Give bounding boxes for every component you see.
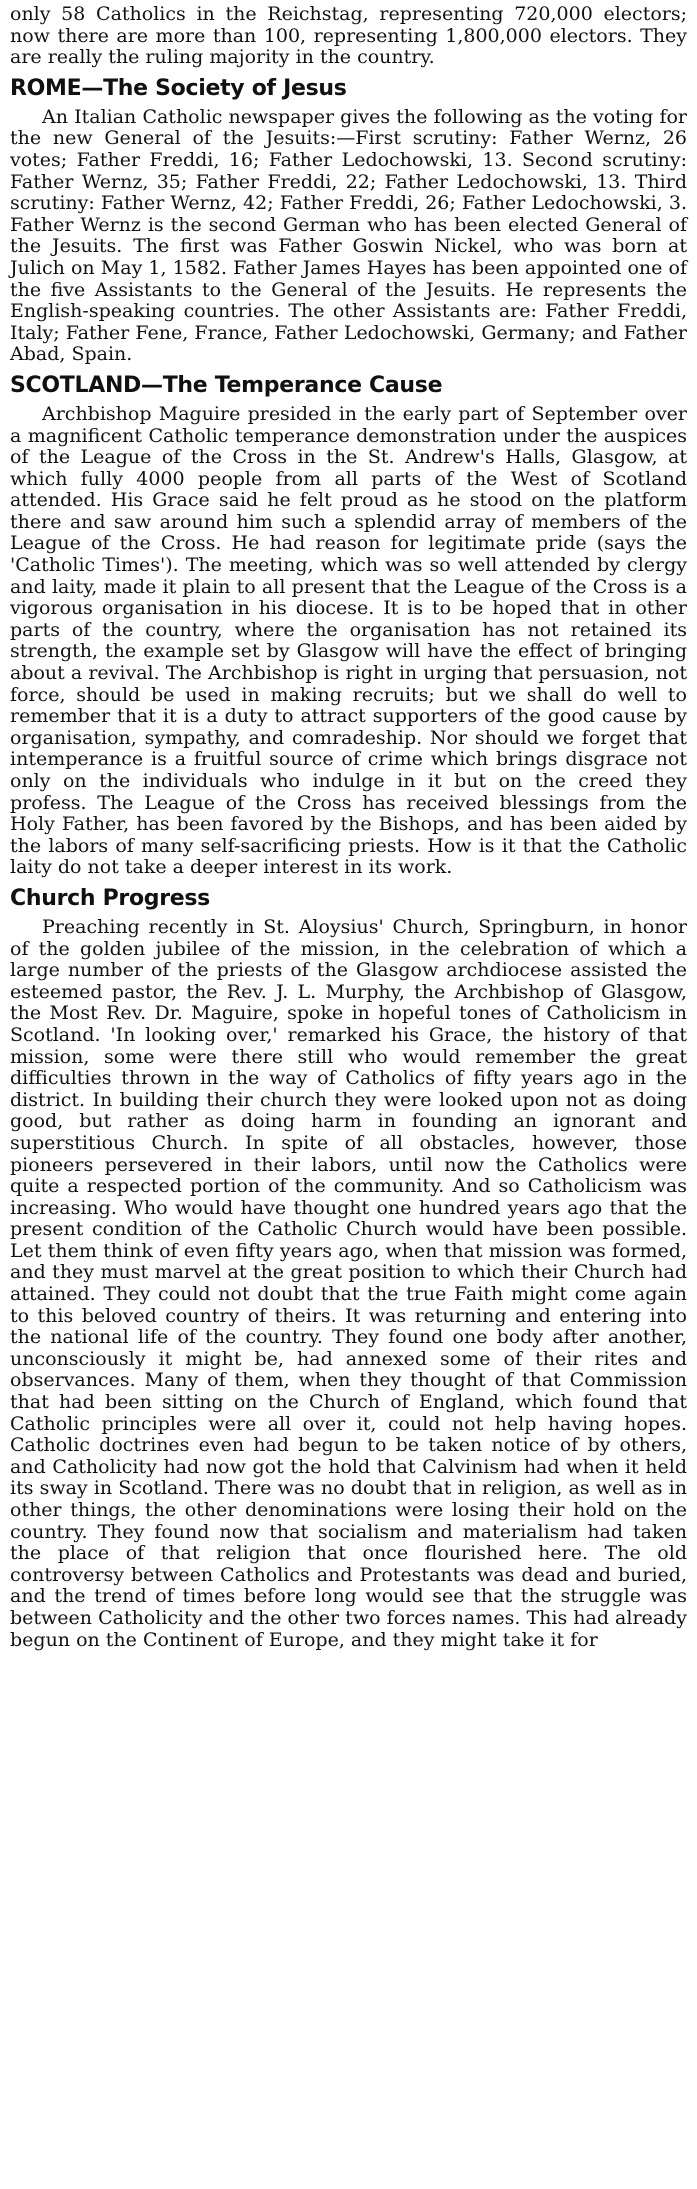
section-rome [10,76,687,366]
section-heading: ROME—The Society of Jesus [10,75,347,101]
section-body: Archbishop Maguire presided in the early part of September over a magnificent Catholic temperance demonstration under the auspices of the League of the Cross in the St. Andrew's Halls, Glasgow, at which fully 4000 people from all parts of the West of Scotland attended. His Grace said he felt proud as he stood on the platform there and saw around him such a splendid array of members of the League of the Cross. He had reason for legitimate pride (says the 'Catholic Times'). The meeting, which was so well attended by clergy and laity, made it plain to all present that the League of the Cross is a vigorous organisation in his diocese. It is to be hoped that in other parts of the country, where the organisation has not retained its strength, the example set by Glasgow will have the effect of bringing about a revival. The Archbishop is right in urging that persuasion, not force, should be used in making recruits; but we shall do well to remember that it is a duty to attract supporters of the good cause by organisation, sympathy, and comradeship. Nor should we forget that intemperance is a fruitful source of crime which brings disgrace not only on the individuals who indulge in it but on the creed they profess. The League of the Cross has received blessings from the Holy Father, has been favored by the Bishops, and has been aided by the labors of many self-sacrificing priests. How is it that the Catholic laity do not take a deeper interest in its work. [10,402,687,879]
section-body: Preaching recently in St. Aloysius' Church, Springburn, in honor of the golden jubilee of the mission, in the celebration of which a large number of the priests of the Glasgow archdiocese assisted the esteemed pastor, the Rev. J. L. Murphy, the Archbishop of Glasgow, the Most Rev. Dr. Maguire, spoke in hopeful tones of Catholicism in Scotland. 'In looking over,' remarked his Grace, the history of that mission, some were there still who would remember the great difficulties thrown in the way of Catholics of fifty years ago in the district. In building their church they were looked upon not as doing good, but rather as doing harm in founding an ignorant and superstitious Church. In spite of all obstacles, however, those pioneers persevered in their labors, until now the Catholics were quite a respected portion of the community. And so Catholicism was increasing. Who would have thought one hundred years ago that the present condition of the Catholic Church would have been possible. Let them think of even fifty years ago, when that mission was formed, and they must marvel at the great position to which their Church had attained. They could not doubt that the true Faith might come again to this beloved country of theirs. It was returning and entering into the national life of the country. They found one body after another, unconsciously it might be, had annexed some of their rites and observances. Many of them, when they thought of that Commission that had been sitting on the Church of England, which found that Catholic principles were all over it, could not help having hopes. Catholic doctrines even had begun to be taken notice of by others, and Catholicity had now got the hold that Calvinism had when it held its sway in Scotland. There was no doubt that in religion, as well as in other things, the other denominations were losing their hold on the country. They found now that socialism and materialism had taken the place of that religion that once flourished here. The old controversy between Catholics and Protestants was dead and buried, and the trend of times before long would see that the struggle was between Catholicity and the other two forces names. This had already begun on the Continent of Europe, and they might take it for [10,915,687,1651]
section-body: An Italian Catholic newspaper gives the following as the voting for the new General of the Jesuits:—First scrutiny: Father Wernz, 26 votes; Father Freddi, 16; Father Ledochowski, 13. Second scrutiny: Father Wernz, 35; Father Freddi, 22; Father Ledochowski, 13. Third scrutiny: Father Wernz, 42; Father Freddi, 26; Father Ledochowski, 3. Father Wernz is the second German who has been elected General of the Jesuits. The first was Father Goswin Nickel, who was born at Julich on May 1, 1582. Father James Hayes has been appointed one of the five Assistants to the General of the Jesuits. He represents the English-speaking countries. The other Assistants are: Father Freddi, Italy; Father Fene, France, Father Ledochowski, Germany; and Father Abad, Spain. [10,105,687,366]
section-scotland [10,373,687,879]
section-heading: Church Progress [10,885,210,911]
section-heading: SCOTLAND—The Temperance Cause [10,372,443,398]
section-church-progress [10,886,687,1651]
intro-paragraph: only 58 Catholics in the Reichstag, representing 720,000 electors; now there are more than 100, representing 1,800,000 electors. They are really the ruling majority in the country. [10,3,687,69]
